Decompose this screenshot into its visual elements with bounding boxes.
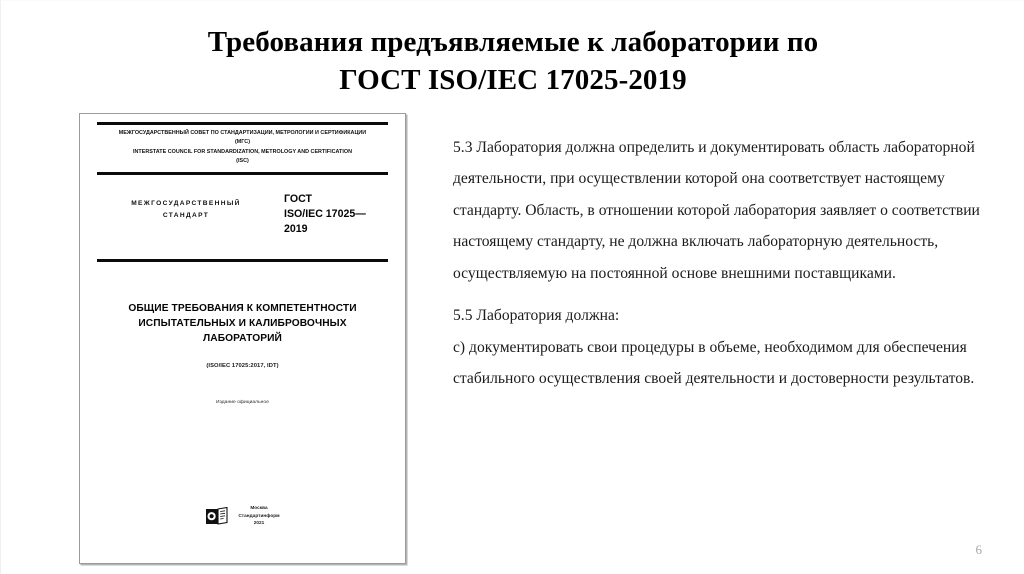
page-title-line-2: ГОСТ ISO/IEC 17025-2019	[339, 64, 687, 97]
standard-title-line-3: ЛАБОРАТОРИЙ	[203, 333, 282, 345]
designation-line-3: 2019	[284, 223, 308, 236]
standard-kind-line-2: СТАНДАРТ	[162, 212, 210, 220]
clause-5-5-heading: 5.5 Лаборатория должна:	[453, 307, 620, 325]
council-block	[97, 125, 388, 169]
council-abbr-en: (ISC)	[236, 157, 249, 164]
body-text	[453, 132, 995, 395]
official-edition-note: Издание официальное	[216, 399, 269, 405]
page-title-line-1: Требования предъявляемые к лаборатории по	[207, 26, 819, 58]
publisher-year: 2021	[253, 520, 265, 526]
standard-title	[97, 302, 388, 347]
standard-designation	[284, 192, 388, 237]
designation-line-1: ГОСТ	[284, 193, 312, 206]
standard-idt-note: (ISO/IEC 17025:2017, IDT)	[206, 362, 279, 369]
designation-line-2: ISO/IEC 17025—	[284, 208, 366, 221]
standard-cover-content	[97, 120, 388, 557]
clause-5-5-item-c: c) документировать свои процедуры в объеме, необходимом для обеспечения стабильного осуществления своей деятельности и достоверности результатов.	[453, 338, 975, 388]
standard-designation-row	[97, 175, 388, 255]
publisher-city: Москва	[250, 505, 268, 511]
publisher-name: Стандартинформ	[238, 512, 280, 518]
page-number: 6	[975, 542, 982, 557]
standard-cover-image	[79, 113, 406, 564]
page-title	[61, 23, 965, 100]
council-abbr-ru: (МГС)	[234, 139, 251, 146]
standard-title-line-2: ИСПЫТАТЕЛЬНЫХ И КАЛИБРОВОЧНЫХ	[138, 318, 347, 330]
publisher-block	[80, 504, 405, 527]
council-name-en: INTERSTATE COUNCIL FOR STANDARDIZATION, METROLOGY AND CERTIFICATION	[132, 148, 353, 155]
standartinform-logo-icon	[205, 507, 229, 525]
clause-5-3-paragraph: 5.3 Лаборатория должна определить и документировать область лабораторной деятельности, при осуществлении которой она соответствует настоящему стандарту. Область, в отношении которой лаборатория заявляет о соответствии настоящему стандарту, не должна включать лабораторную деятельность, осуществляемую на постоянной основе внешними поставщиками.	[453, 139, 980, 282]
standard-kind	[97, 192, 275, 222]
cover-rule-bottom	[97, 259, 388, 262]
publisher-imprint	[238, 504, 279, 527]
council-name-ru: МЕЖГОСУДАРСТВЕННЫЙ СОВЕТ ПО СТАНДАРТИЗАЦИИ, МЕТРОЛОГИИ И СЕРТИФИКАЦИИ	[118, 130, 367, 136]
standard-kind-line-1: МЕЖГОСУДАРСТВЕННЫЙ	[131, 200, 241, 208]
standard-title-line-1: ОБЩИЕ ТРЕБОВАНИЯ К КОМПЕТЕНТНОСТИ	[128, 303, 357, 315]
